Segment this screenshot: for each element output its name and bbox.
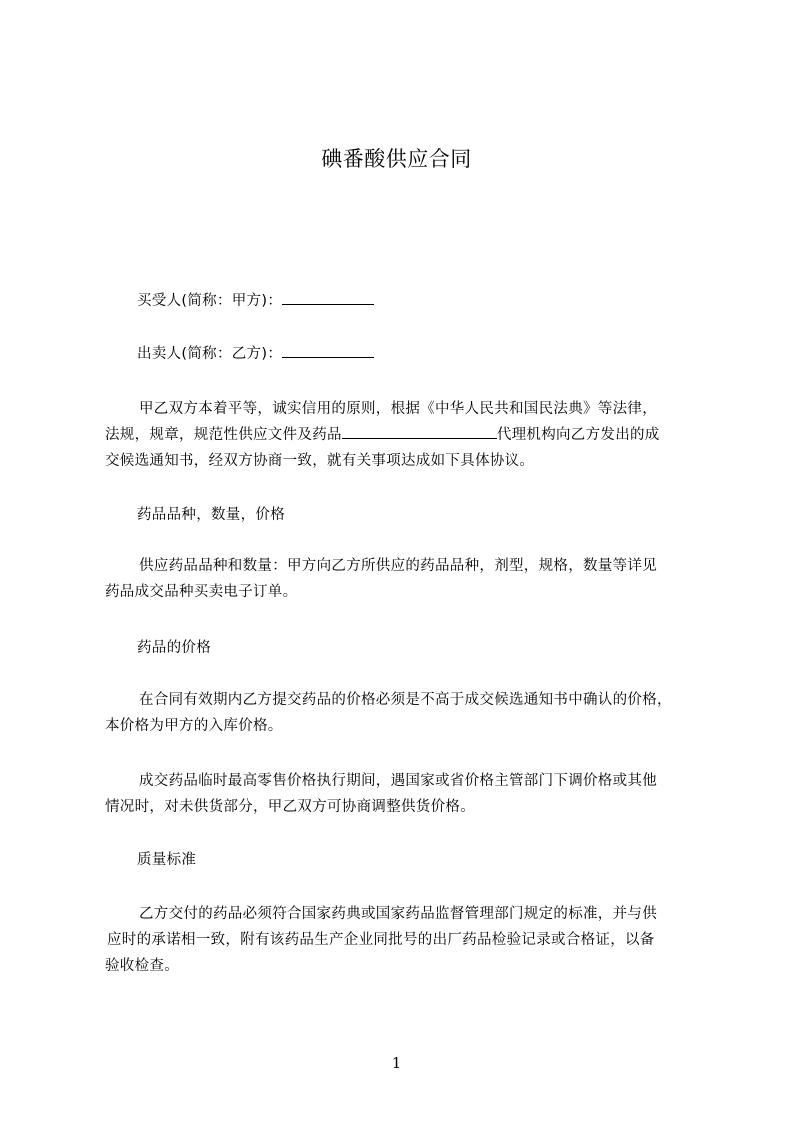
seller-label: 出卖人(简称：乙方)： [137, 346, 283, 362]
intro-line-2 [105, 422, 705, 448]
page-number: 1 [391, 1054, 402, 1072]
section3-line-3: 验收检查。 [105, 958, 179, 974]
section1-heading [105, 502, 737, 528]
intro-paragraph [105, 396, 705, 474]
seller-field [105, 341, 737, 367]
section1-line-1: 供应药品品种和数量：甲方向乙方所供应的药品品种，剂型，规格，数量等详见 [139, 558, 657, 574]
section3-heading-text: 质量标准 [137, 852, 197, 868]
buyer-label: 买受人(简称：甲方)： [137, 293, 283, 309]
buyer-field [105, 288, 737, 314]
section1-paragraph [105, 553, 705, 605]
buyer-blank[interactable] [282, 288, 374, 305]
section2-paragraph-1 [105, 687, 705, 739]
section3-line-2: 应时的承诺相一致，附有该药品生产企业同批号的出厂药品检验记录或合格证，以备 [107, 932, 655, 948]
section2-p1-line-2: 本价格为甲方的入库价格。 [105, 718, 283, 734]
section2-p2-line-2: 情况时，对未供货部分，甲乙双方可协商调整供货价格。 [105, 799, 475, 815]
intro-line-3: 交候选通知书，经双方协商一致，就有关事项达成如下具体协议。 [105, 453, 535, 469]
section2-p2-line-1: 成交药品临时最高零售价格执行期间，遇国家或省价格主管部门下调价格或其他 [139, 773, 657, 789]
section2-paragraph-2 [105, 768, 705, 820]
section1-heading-text: 药品品种，数量，价格 [137, 507, 285, 523]
section1-line-2: 药品成交品种买卖电子订单。 [105, 584, 298, 600]
section2-heading-text: 药品的价格 [137, 640, 211, 656]
intro-line-1: 甲乙双方本着平等，诚实信用的原则，根据《中华人民共和国民法典》等法律， [139, 401, 657, 417]
intro-line-2-post: 代理机构向乙方发出的成 [496, 427, 660, 443]
section3-paragraph [105, 901, 705, 979]
section2-p1-line-1: 在合同有效期内乙方提交药品的价格必须是不高于成交候选通知书中确认的价格， [139, 692, 672, 708]
section3-line-1: 乙方交付的药品必须符合国家药典或国家药品监督管理部门规定的标准，并与供 [139, 906, 657, 922]
document-title: 碘番酸供应合同 [321, 147, 472, 171]
section3-heading [105, 847, 737, 873]
seller-blank[interactable] [282, 341, 374, 358]
intro-line-2-pre: 法规，规章，规范性供应文件及药品 [105, 427, 342, 443]
section2-heading [105, 635, 737, 661]
agency-blank[interactable] [342, 422, 497, 439]
